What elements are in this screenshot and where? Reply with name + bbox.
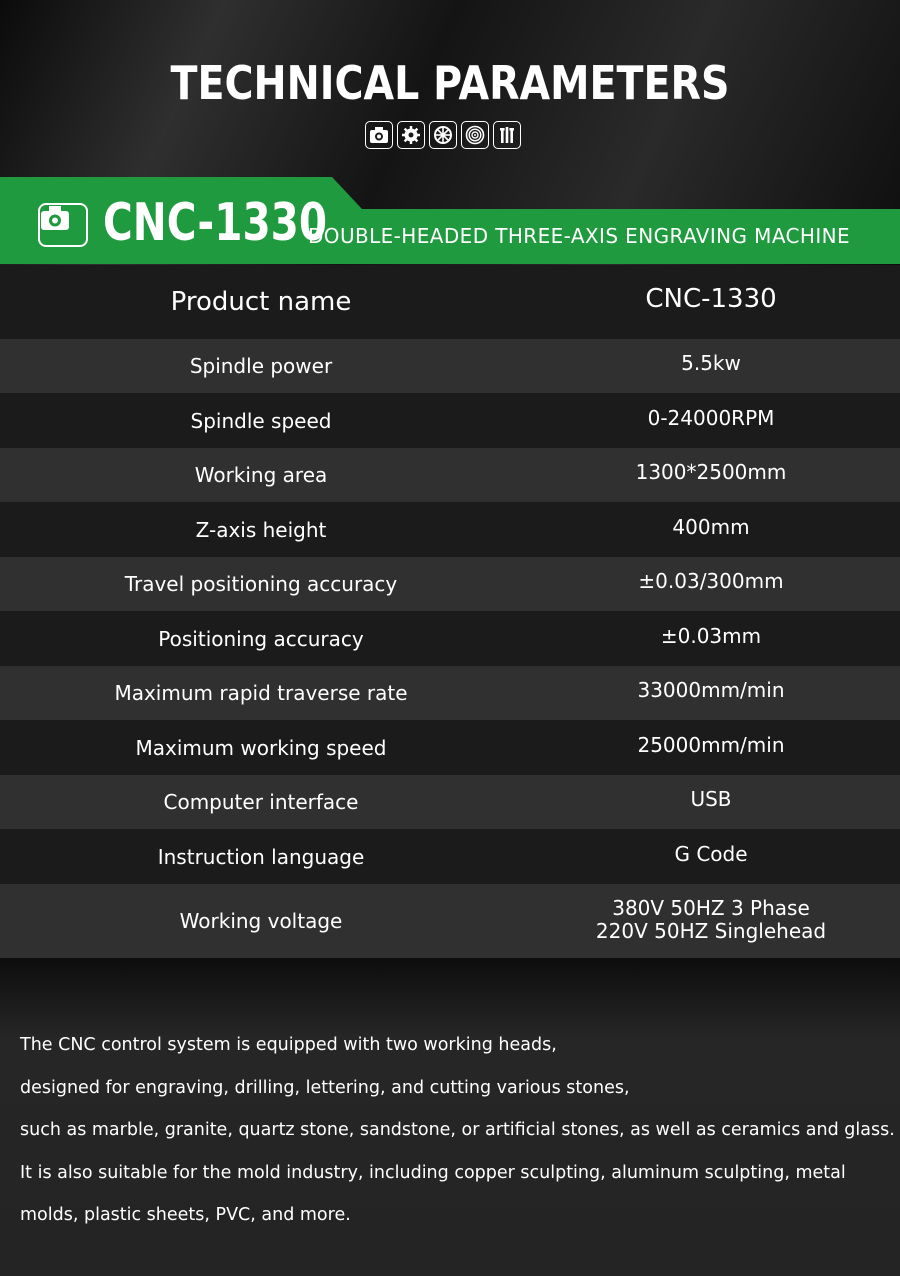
table-row xyxy=(0,611,900,666)
table-row xyxy=(0,884,900,958)
param-value: ±0.03/300mm xyxy=(638,569,784,593)
disc-icon xyxy=(461,121,489,149)
table-row xyxy=(0,775,900,829)
model-banner xyxy=(0,177,900,264)
description-line: The CNC control system is equipped with two working heads, xyxy=(20,1035,557,1055)
table-row xyxy=(0,448,900,502)
description-text xyxy=(20,1024,895,1237)
param-label: Z-axis height xyxy=(195,517,327,542)
table-header-row xyxy=(0,265,900,339)
header-value: CNC-1330 xyxy=(645,284,777,314)
model-subtitle: DOUBLE-HEADED THREE-AXIS ENGRAVING MACHINE xyxy=(308,224,851,248)
machine-icon xyxy=(365,121,393,149)
page-title: TECHNICAL PARAMETERS xyxy=(170,56,730,110)
param-label: Spindle power xyxy=(189,354,333,378)
table-row xyxy=(0,339,900,393)
param-value: 1300*2500mm xyxy=(635,460,787,484)
param-label: Positioning accuracy xyxy=(158,626,364,651)
param-label: Spindle speed xyxy=(190,408,332,433)
param-label: Instruction language xyxy=(157,844,365,869)
gear-icon xyxy=(397,121,425,149)
param-label: Computer interface xyxy=(163,790,359,814)
header-label: Product name xyxy=(170,287,352,317)
param-value: USB xyxy=(690,787,732,811)
param-value: 400mm xyxy=(672,514,750,539)
description-line: such as marble, granite, quartz stone, sandstone, or artificial stones, as well as ceramics and glass. xyxy=(20,1120,895,1140)
param-value: 5.5kw xyxy=(681,351,741,375)
saw-blade-icon xyxy=(429,121,457,149)
description-line: molds, plastic sheets, PVC, and more. xyxy=(20,1205,351,1225)
model-name: CNC-1330 xyxy=(103,193,328,253)
param-value-line: 380V 50HZ 3 Phase xyxy=(612,896,810,920)
table-row xyxy=(0,829,900,884)
param-label: Working area xyxy=(194,463,328,487)
table-row xyxy=(0,720,900,775)
description-line: It is also suitable for the mold industry, including copper sculpting, aluminum sculpting, metal xyxy=(20,1162,846,1183)
table-row xyxy=(0,393,900,448)
feature-icon-row xyxy=(365,121,521,149)
param-value-line: 220V 50HZ Singlehead xyxy=(595,919,827,943)
tools-icon xyxy=(493,121,521,149)
param-value: 0-24000RPM xyxy=(647,405,775,430)
parameters-table xyxy=(0,265,900,958)
param-label: Travel positioning accuracy xyxy=(124,572,398,596)
table-row xyxy=(0,502,900,557)
description-line: designed for engraving, drilling, lettering, and cutting various stones, xyxy=(20,1077,630,1098)
machine-icon xyxy=(38,203,88,247)
param-value xyxy=(522,897,900,945)
param-value: G Code xyxy=(674,841,748,866)
param-value: 33000mm/min xyxy=(637,678,785,702)
param-value: 25000mm/min xyxy=(637,732,785,757)
param-label: Working voltage xyxy=(179,909,343,933)
param-label: Maximum working speed xyxy=(135,735,387,760)
table-row xyxy=(0,557,900,611)
param-value: ±0.03mm xyxy=(660,623,762,648)
table-row xyxy=(0,666,900,720)
param-label: Maximum rapid traverse rate xyxy=(114,681,408,705)
